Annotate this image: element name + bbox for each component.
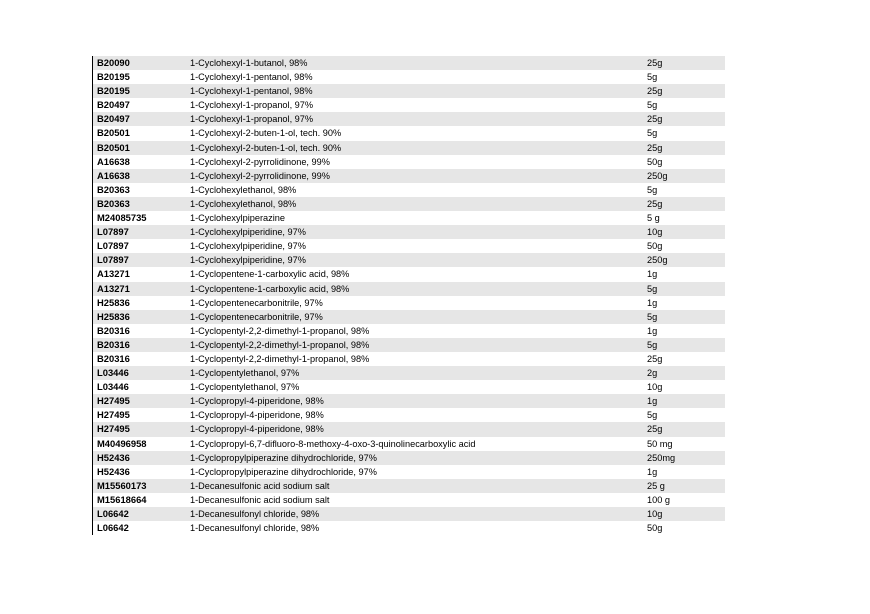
product-code: B20363 xyxy=(97,183,130,195)
pack-size: 25g xyxy=(647,142,663,153)
product-name: 1-Cyclohexylethanol, 98% xyxy=(190,184,297,195)
table-row xyxy=(93,366,725,380)
product-name: 1-Cyclohexylpiperazine xyxy=(190,213,285,224)
pack-size: 1g xyxy=(647,325,658,336)
product-name: 1-Cyclohexyl-2-buten-1-ol, tech. 90% xyxy=(190,142,342,153)
table-row xyxy=(93,394,725,408)
product-name: 1-Cyclohexyl-1-butanol, 98% xyxy=(190,58,308,68)
product-name: 1-Cyclopropylpiperazine dihydrochloride, 97% xyxy=(190,466,377,477)
product-name: 1-Cyclopropyl-4-piperidone, 98% xyxy=(190,410,324,421)
table-row xyxy=(93,493,725,507)
pack-size: 25g xyxy=(647,198,663,209)
product-name: 1-Cyclopentylethanol, 97% xyxy=(190,368,300,379)
table-row xyxy=(93,338,725,352)
pack-size: 25g xyxy=(647,353,663,364)
product-name: 1-Cyclopentene-1-carboxylic acid, 98% xyxy=(190,269,350,280)
table-row xyxy=(93,84,725,98)
table-row xyxy=(93,408,725,422)
pack-size: 50g xyxy=(647,523,663,534)
table-row xyxy=(93,437,725,451)
product-code: H25836 xyxy=(97,296,130,308)
pack-size: 250g xyxy=(647,170,668,181)
table-row xyxy=(93,141,725,155)
pack-size: 25g xyxy=(647,58,663,68)
pack-size: 10g xyxy=(647,227,663,238)
pack-size: 5g xyxy=(647,184,658,195)
product-code: L07897 xyxy=(97,240,129,252)
table-row xyxy=(93,422,725,436)
product-code: L07897 xyxy=(97,226,129,238)
table-row xyxy=(93,282,725,296)
pack-size: 2g xyxy=(647,368,658,379)
product-code: B20363 xyxy=(97,197,130,209)
product-code: B20090 xyxy=(97,57,130,68)
table-row xyxy=(93,465,725,479)
pack-size: 5g xyxy=(647,283,658,294)
product-name: 1-Cyclohexyl-2-pyrrolidinone, 99% xyxy=(190,156,330,167)
product-code: L03446 xyxy=(97,381,129,393)
pack-size: 5g xyxy=(647,339,658,350)
table-row xyxy=(93,310,725,324)
product-code: B20195 xyxy=(97,71,130,83)
pack-size: 1g xyxy=(647,466,658,477)
table-row xyxy=(93,183,725,197)
product-code: B20501 xyxy=(97,127,130,139)
pack-size: 1g xyxy=(647,396,658,407)
pack-size: 1g xyxy=(647,297,658,308)
product-code: B20316 xyxy=(97,352,130,364)
product-code: L03446 xyxy=(97,367,129,379)
product-name: 1-Decanesulfonyl chloride, 98% xyxy=(190,523,320,534)
product-name: 1-Cyclohexylethanol, 98% xyxy=(190,198,297,209)
table-row xyxy=(93,507,725,521)
table-row xyxy=(93,225,725,239)
product-name: 1-Cyclohexyl-2-pyrrolidinone, 99% xyxy=(190,170,330,181)
pack-size: 25 g xyxy=(647,480,665,491)
product-name: 1-Decanesulfonic acid sodium salt xyxy=(190,480,330,491)
product-code: H52436 xyxy=(97,451,130,463)
product-name: 1-Cyclohexylpiperidine, 97% xyxy=(190,241,306,252)
product-code: H27495 xyxy=(97,423,130,435)
product-name: 1-Cyclopentenecarbonitrile, 97% xyxy=(190,297,323,308)
product-name: 1-Cyclopropyl-4-piperidone, 98% xyxy=(190,396,324,407)
table-row xyxy=(93,56,725,70)
pack-size: 5g xyxy=(647,100,658,111)
table-row xyxy=(93,112,725,126)
product-code: M15618664 xyxy=(97,493,147,505)
pack-size: 100 g xyxy=(647,494,670,505)
product-code: L07897 xyxy=(97,254,129,266)
pack-size: 25g xyxy=(647,424,663,435)
product-name: 1-Cyclohexyl-1-propanol, 97% xyxy=(190,114,314,125)
table-row xyxy=(93,98,725,112)
product-code: A16638 xyxy=(97,155,130,167)
pack-size: 5g xyxy=(647,410,658,421)
product-code: B20497 xyxy=(97,99,130,111)
product-code: H25836 xyxy=(97,310,130,322)
table-row xyxy=(93,324,725,338)
table-row xyxy=(93,352,725,366)
catalog-table xyxy=(92,56,725,535)
product-name: 1-Cyclopropylpiperazine dihydrochloride, 97% xyxy=(190,452,377,463)
pack-size: 250mg xyxy=(647,452,676,463)
product-name: 1-Cyclopropyl-4-piperidone, 98% xyxy=(190,424,324,435)
table-row xyxy=(93,253,725,267)
product-name: 1-Cyclopentene-1-carboxylic acid, 98% xyxy=(190,283,350,294)
pack-size: 10g xyxy=(647,509,663,519)
product-code: H27495 xyxy=(97,395,130,407)
product-name: 1-Cyclohexyl-1-propanol, 97% xyxy=(190,100,314,111)
product-code: L06642 xyxy=(97,508,129,519)
table-row xyxy=(93,126,725,140)
table-row xyxy=(93,239,725,253)
pack-size: 50g xyxy=(647,156,663,167)
product-code: B20316 xyxy=(97,324,130,336)
product-code: B20316 xyxy=(97,338,130,350)
product-name: 1-Cyclohexyl-1-pentanol, 98% xyxy=(190,86,313,97)
table-row xyxy=(93,267,725,281)
product-code: H27495 xyxy=(97,409,130,421)
table-row xyxy=(93,211,725,225)
product-code: B20195 xyxy=(97,85,130,97)
product-name: 1-Decanesulfonyl chloride, 98% xyxy=(190,509,320,519)
pack-size: 10g xyxy=(647,382,663,393)
product-code: M15560173 xyxy=(97,479,147,491)
product-code: B20501 xyxy=(97,141,130,153)
product-name: 1-Cyclohexyl-2-buten-1-ol, tech. 90% xyxy=(190,128,342,139)
table-row xyxy=(93,479,725,493)
table-row xyxy=(93,451,725,465)
product-code: H52436 xyxy=(97,465,130,477)
table-row xyxy=(93,380,725,394)
product-code: M40496958 xyxy=(97,437,147,449)
product-code: M24085735 xyxy=(97,212,147,224)
product-name: 1-Cyclopentyl-2,2-dimethyl-1-propanol, 98% xyxy=(190,339,370,350)
table-row xyxy=(93,296,725,310)
pack-size: 25g xyxy=(647,86,663,97)
table-row xyxy=(93,169,725,183)
product-code: B20497 xyxy=(97,113,130,125)
pack-size: 250g xyxy=(647,255,668,266)
pack-size: 25g xyxy=(647,114,663,125)
pack-size: 1g xyxy=(647,269,658,280)
pack-size: 5g xyxy=(647,72,658,83)
table-row xyxy=(93,521,725,535)
product-code: L06642 xyxy=(97,522,129,534)
pack-size: 50g xyxy=(647,241,663,252)
product-code: A13271 xyxy=(97,282,130,294)
product-name: 1-Decanesulfonic acid sodium salt xyxy=(190,494,330,505)
pack-size: 5g xyxy=(647,311,658,322)
pack-size: 50 mg xyxy=(647,438,673,449)
product-name: 1-Cyclopropyl-6,7-difluoro-8-methoxy-4-oxo-3-quinolinecarboxylic acid xyxy=(190,438,476,449)
pack-size: 5 g xyxy=(647,213,660,224)
product-name: 1-Cyclohexylpiperidine, 97% xyxy=(190,255,306,266)
table-row xyxy=(93,197,725,211)
product-name: 1-Cyclohexylpiperidine, 97% xyxy=(190,227,306,238)
product-code: A13271 xyxy=(97,268,130,280)
pack-size: 5g xyxy=(647,128,658,139)
product-name: 1-Cyclopentenecarbonitrile, 97% xyxy=(190,311,323,322)
table-row xyxy=(93,70,725,84)
product-name: 1-Cyclopentyl-2,2-dimethyl-1-propanol, 98% xyxy=(190,325,370,336)
product-name: 1-Cyclohexyl-1-pentanol, 98% xyxy=(190,72,313,83)
product-name: 1-Cyclopentyl-2,2-dimethyl-1-propanol, 98% xyxy=(190,353,370,364)
product-name: 1-Cyclopentylethanol, 97% xyxy=(190,382,300,393)
table-row xyxy=(93,155,725,169)
product-code: A16638 xyxy=(97,169,130,181)
